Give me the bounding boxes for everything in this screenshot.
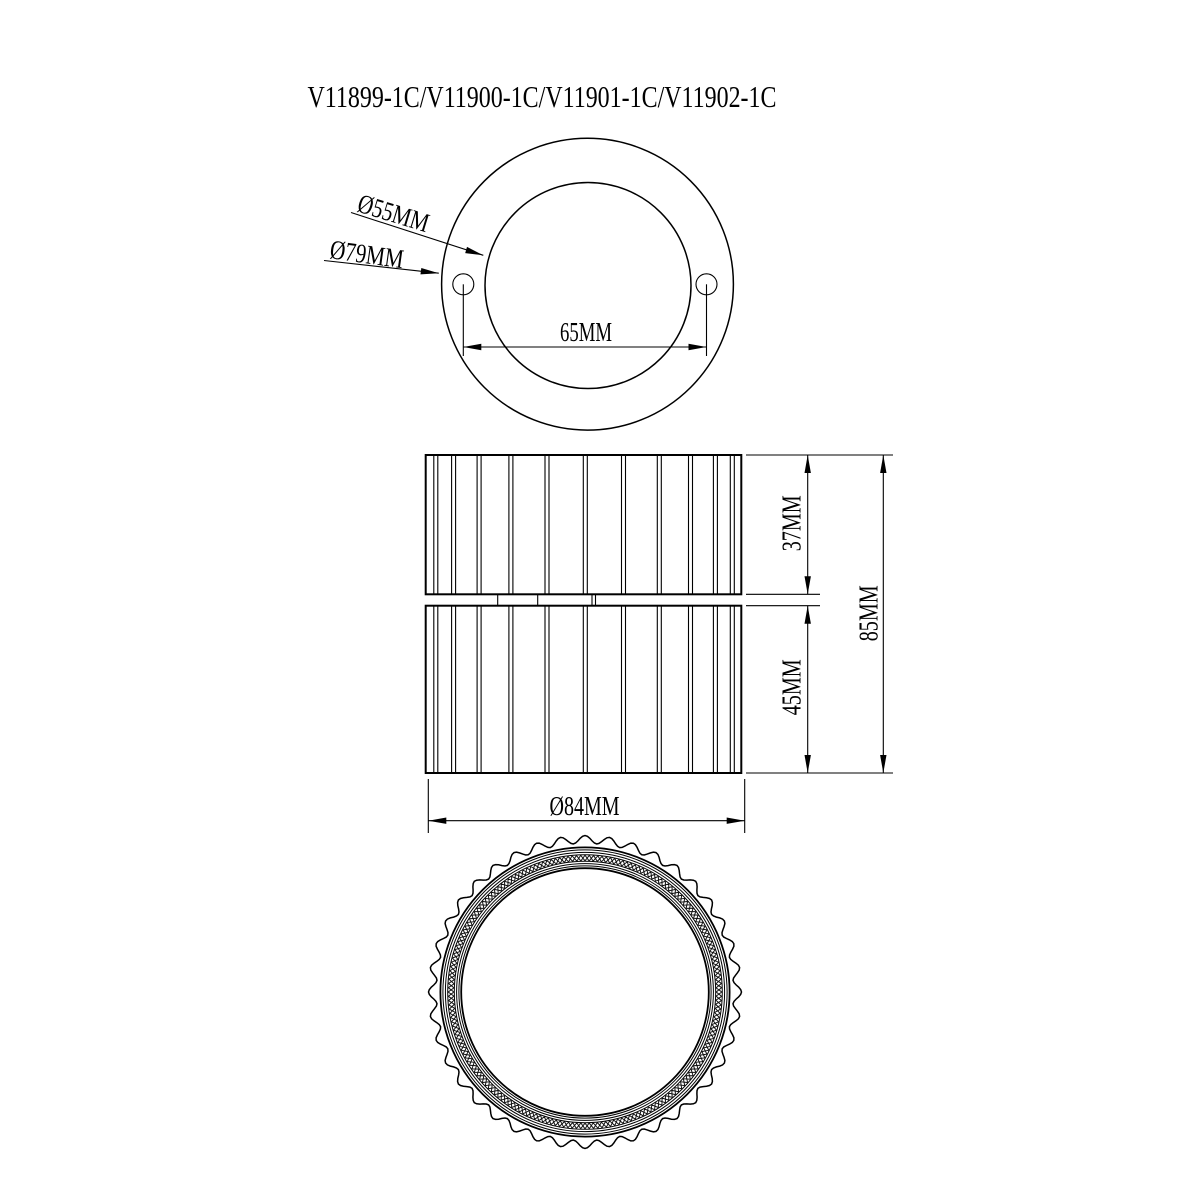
rim-band-circles [440, 847, 729, 1136]
bottom-view [429, 836, 742, 1149]
upper-section-height-label: 37MM [776, 476, 807, 552]
braid-pattern-ring [448, 855, 721, 1128]
leader-arrowhead-icon [465, 247, 483, 255]
right-arrowhead-icon [727, 818, 745, 824]
down-arrowhead-icon [805, 576, 811, 594]
left-arrowhead-icon [428, 818, 446, 824]
seam-tab-dividers [498, 594, 596, 605]
braid-pattern-ring [448, 855, 722, 1129]
band-circle [457, 864, 714, 1121]
left-arrowhead-icon [463, 344, 481, 350]
flute-lines [434, 455, 735, 773]
side-view [426, 455, 893, 833]
diameter-label: Ø84MM [549, 791, 620, 821]
hole-spacing-dimension [463, 284, 706, 356]
band-outer-circle [440, 847, 729, 1136]
band-circle [443, 850, 727, 1134]
lower-section-height-label: 45MM [776, 640, 807, 716]
inner-diameter-label: Ø55MM [354, 188, 454, 245]
outer-diameter-callout [324, 234, 439, 278]
inner-opening-circle [485, 183, 691, 389]
total-height-label: 85MM [853, 566, 884, 642]
band-circle [454, 861, 715, 1122]
band-circle [445, 852, 724, 1131]
hole-spacing-label: 65MM [560, 317, 612, 347]
up-arrowhead-icon [880, 455, 886, 473]
up-arrowhead-icon [805, 606, 811, 624]
top-view [324, 138, 733, 430]
diameter-dimension [428, 779, 744, 833]
band-circle [459, 866, 711, 1118]
band-inner-circle [461, 868, 709, 1116]
height-dimensions [746, 455, 893, 773]
up-arrowhead-icon [805, 455, 811, 473]
down-arrowhead-icon [880, 755, 886, 773]
drawing-title: V11899-1C/V11900-1C/V11901-1C/V11902-1C [307, 79, 777, 114]
right-arrowhead-icon [689, 344, 707, 350]
outer-diameter-label: Ø79MM [328, 234, 426, 278]
scalloped-rim-edge [429, 836, 742, 1149]
down-arrowhead-icon [805, 755, 811, 773]
